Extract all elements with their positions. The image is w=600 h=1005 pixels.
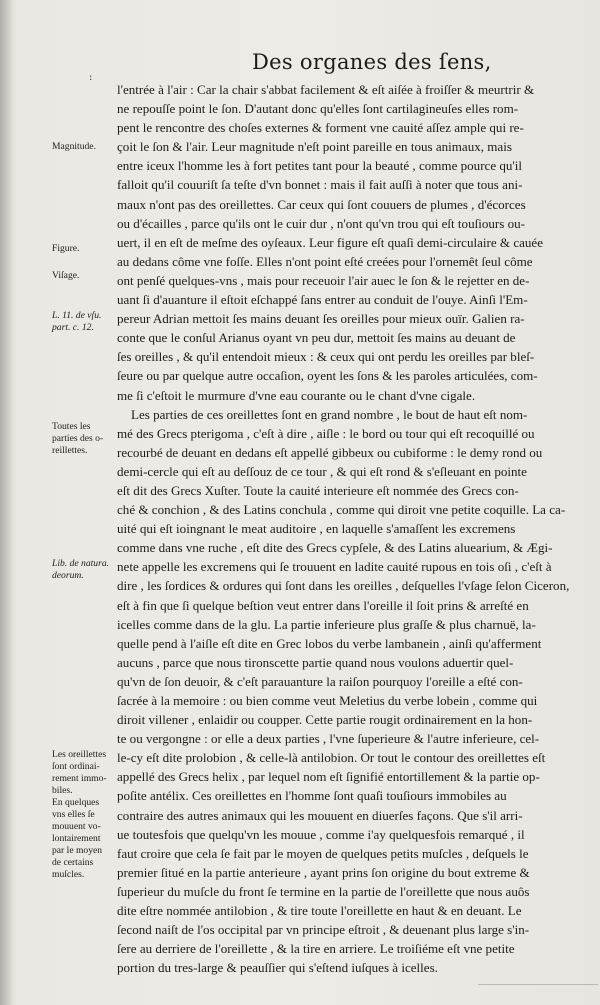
text-line: conte que le conſul Arianus oyant vn peu dur, mettoit ſes mains au deuant de [117,330,516,346]
margin-note: L. 11. de vſu. [52,310,102,321]
text-line: nete appelle les excremens qui ſe trouuent en ladite cauité rupous en tois oſi , c'eſt à [117,559,552,575]
text-line: portion du tres-large & peauſſier qui s'eſtend iuſques à icelles. [117,960,438,976]
text-line: entre iceux l'homme les à fort petites tant pour la beauté , comme pource qu'il [117,158,523,174]
text-line: dite eſtre nommée antilobion , & tire toute l'oreillette en haut & en deuant. Le [117,903,522,919]
text-line: poſite antélix. Ces oreillettes en l'homme ſont quaſi touſiours immobiles au [117,788,507,804]
text-line: ſuperieur du muſcle du front ſe termine en la partie de l'oreillette que nous auôs [117,883,530,899]
margin-note: biles. [52,785,73,796]
margin-note: En quelques [52,797,100,808]
margin-note: Toutes les [52,421,91,432]
text-line: quelle pend à l'aiſle eſt dite en Grec lobos du verbe lambanein , ainſi qu'afferment [117,635,542,651]
text-line: pereur Adrian mettoit ſes mains deuant ſes oreilles pour mieux ouïr. Galien ra- [117,311,525,327]
margin-note: par le moyen [52,845,103,856]
text-line: ue toutesfois que quelqu'vn les mouue , comme i'ay quelquesfois remarqué , il [117,826,525,842]
margin-note: muſcles. [52,869,85,880]
text-line: dire , les ſordices & ordures qui ſont dans les oreilles , deſquelles l'vſage ſelon Ciceron, [117,578,570,594]
text-line: diroit villener , enlaidir ou coupper. Cette partie rougit ordinairement en la hon- [117,712,533,728]
text-line: ne repouſſe point le ſon. D'autant donc qu'elles ſont cartilagineuſes elles rom- [117,101,519,117]
margin-note: Viſage. [52,270,80,281]
text-line: Les parties de ces oreillettes ſont en grand nombre , le bout de haut eſt nom- [131,406,528,422]
text-line: mé des Grecs pterigoma , c'eſt à dire , aiſle : le bord ou tour qui eſt recoquillé ou [117,425,535,441]
text-line: le-cy eſt dite prolobion , & celle-là antilobion. Or tout le contour des oreillettes eſt [117,750,546,766]
text-line: ſacrée à la memoire : ou bien comme veut Meletius du verbe lobein , comme qui [117,693,538,708]
margin-note: deorum. [52,570,84,581]
text-line: aucuns , parce que nous tironscette partie quand nous voulons aduertir quel- [117,654,514,670]
margin-note: part. c. 12. [52,322,94,333]
text-line: eſt dit des Grecs Xuſter. Toute la cauité interieure eſt nommée des Grecs con- [117,482,519,498]
text-line: qu'vn de ſon deuoir, & c'eſt parauanture la raiſon pourquoy l'oreille a eſté con- [117,673,523,689]
margin-note: de certains [52,857,94,868]
text-line: ou d'écailles , parce qu'ils ont le cuir dur , n'ont qu'vn trou qui eſt touſiours ou- [117,215,525,231]
running-header: Des organes des ſens, [252,50,492,74]
margin-note: parties des o- [52,433,104,444]
text-line: demi-cercle qui eſt au deſſouz de ce tour , & qui eſt rond & s'eſleuant en pointe [117,463,527,479]
margin-note: Magnitude. [52,141,96,152]
page-mark: : [89,72,93,83]
margin-note: Les oreillettes [52,749,107,760]
text-line: ont penſé quelques-vns , mais pour receuoir l'air auec le ſon & le rejetter en de- [117,272,530,288]
text-line: uant ſi d'auanture il eſtoit eſchappé ſans entrer au conduit de l'ouye. Ainſi l'Em- [117,292,528,308]
body-text [117,80,599,977]
text-line: maux n'ont pas des oreillettes. Car ceux qui ſont couuers de plumes , d'écorces [117,196,526,212]
margin-note: ſont ordinai- [52,761,100,772]
text-line: çoit le ſon & l'air. Leur magnitude n'eſt point pareille en tous animaux, mais [117,139,512,155]
text-line: appellé des Grecs helix , par lequel nom eſt ſignifié entortillement & la partie op- [117,769,540,785]
margin-note: rement immo- [52,773,107,784]
text-line: recourbé de deuant en dedans eſt appellé gibbeux ou cubiforme : le demy rond ou [117,444,543,460]
text-line: ſes oreilles , & qu'il entendoit mieux : & ceux qui ont perdu les oreilles par bleſ- [117,349,535,365]
margin-note: Lib. de natura. [52,558,110,569]
margin-note: mouuent vo- [52,821,101,832]
text-line: uert, il en eſt de meſme des oyſeaux. Leur figure eſt quaſi demi-circulaire & cauée [117,234,544,250]
text-line: au dedans côme vne foſſe. Elles n'ont point eſté creées pour l'ornemêt ſeul côme [117,253,533,269]
text-line: me ſi c'eſtoit le murmure d'vne eau courante ou le chant d'vne cigale. [117,387,476,403]
text-line: l'entrée à l'air : Car la chair s'abbat facilement & eſt aiſée à froiſſer & meurtrir & [117,82,535,97]
gutter-shadow [0,0,14,1005]
margin-note: vns elles ſe [52,809,95,820]
text-line: contraire des autres animaux qui les mouuent en diuerſes façons. Que s'il arri- [117,807,523,823]
text-line: te ou vergongne : or elle a deux parties , l'vne ſuperieure & l'autre inferieure, cel- [117,731,540,747]
margin-note: reillettes. [52,445,88,456]
text-line: icelles comme dans de la glu. La partie inferieure plus graſſe & plus charnuë, la- [117,616,536,632]
text-line: ſere au derriere de l'oreillette , & la tire en arriere. Le troiſiéme eſt vne petite [117,941,515,957]
text-line: uité qui eſt ioingnant le meat auditoire , en laquelle s'amaſſent les excremens [117,521,516,537]
text-line: ſeure ou par quelque autre occaſion, oyent les ſons & les paroles articulées, com- [117,368,538,384]
text-line: ché & conchion , & des Latins conchula , comme qui diroit vne petite coquille. La ca- [117,502,566,518]
margin-note: lontairement [52,833,101,844]
text-line: eſt à fin que ſi quelque beſtion veut entrer dans l'oreille il ſoit prins & arreſté en [117,597,529,613]
margin-note: Figure. [52,243,80,254]
text-line: comme dans vne ruche , eſt dite des Grecs cypſele, & des Latins aluearium, & Ægi- [117,540,553,556]
bleed-through-mark [478,984,598,985]
text-line: pent le rencontre des choſes externes & forment vne cauité aſſez ample qui re- [117,120,524,136]
text-line: ſecond naiſt de l'os occipital par vn principe eſtroit , & deuenant plus large s'in- [117,922,530,938]
text-line: premier ſitué en la partie anterieure , ayant prins ſon origine du bout extreme & [117,864,530,880]
text-line: faut croire que cela ſe fait par le moyen de quelques petits muſcles , deſquels le [117,845,529,861]
text-line: falloit qu'il couuriſt ſa teſte d'vn bonnet : mais il fait auſſi à noter que tous ani- [117,177,523,193]
